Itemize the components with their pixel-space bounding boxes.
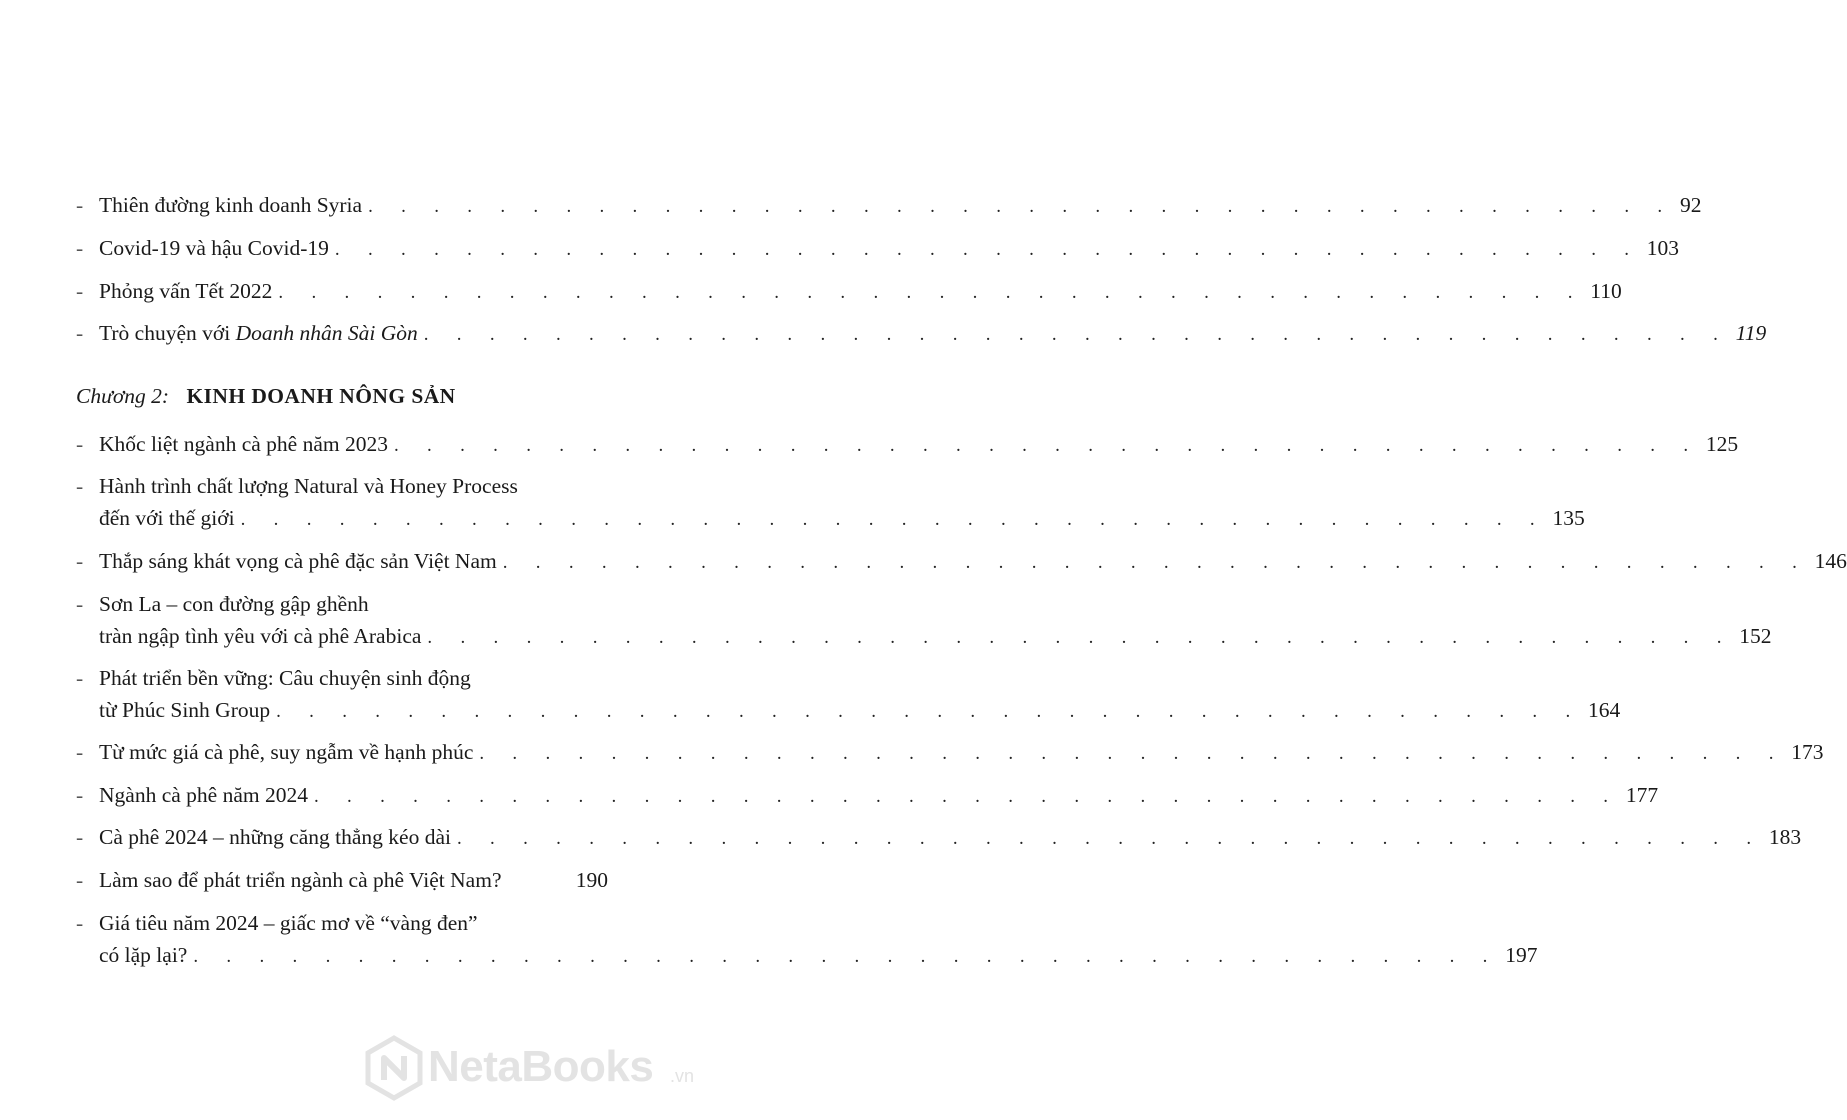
entry-title: Covid-19 và hậu Covid-19 bbox=[99, 236, 329, 260]
n-hexagon-icon bbox=[366, 1036, 422, 1100]
entry-title: Phỏng vấn Tết 2022 bbox=[99, 279, 273, 303]
dot-leader: . . . . . . . . . . . . . . . . . . . . . . . . . . . . . . . . . . . . . . . . bbox=[479, 743, 1786, 764]
entry-page-number: 146 bbox=[1814, 549, 1847, 573]
entry-dash: - bbox=[76, 592, 84, 616]
entry-page-number: 183 bbox=[1768, 825, 1802, 849]
entry-title-prefix: Trò chuyện với bbox=[99, 321, 236, 345]
dot-leader: . . . . . . . . . . . . . . . . . . . . . . . . . . . . . . . . . . . . . . . . bbox=[457, 828, 1763, 849]
entry-page-number: 177 bbox=[1625, 783, 1659, 807]
entry-title: có lặp lại? bbox=[99, 943, 188, 967]
entry-title-line1: Sơn La – con đường gập ghềnh bbox=[99, 592, 369, 616]
entry-dash: - bbox=[76, 236, 84, 260]
entry-page-number: 119 bbox=[1735, 321, 1767, 345]
entry-title: Từ mức giá cà phê, suy ngẫm về hạnh phúc bbox=[99, 740, 474, 764]
entry-title-line1: Phát triển bền vững: Câu chuyện sinh động bbox=[99, 666, 471, 690]
entry-page-number: 190 bbox=[575, 868, 608, 892]
dot-leader: . . . . . . . . . . . . . . . . . . . . . . . . . . . . . . . . . . . . . . . . bbox=[240, 509, 1547, 530]
dot-leader: . . . . . . . . . . . . . . . . . . . . . . . . . . . . . . . . . . . . . . . . bbox=[334, 239, 1641, 260]
entry-title bbox=[99, 317, 418, 349]
entry-dash: - bbox=[76, 321, 84, 345]
entry-dash: - bbox=[76, 783, 84, 807]
entry-title: tràn ngập tình yêu với cà phê Arabica bbox=[99, 624, 422, 648]
entry-title-line1: Hành trình chất lượng Natural và Honey Process bbox=[99, 474, 518, 498]
dot-leader: . . . . . . . . . . . . . . . . . . . . . . . . . . . . . . . . . . . . . . . . bbox=[502, 552, 1809, 573]
entry-dash: - bbox=[76, 432, 84, 456]
dot-leader: . . . . . . . . . . . . . . . . . . . . . . . . . . . . . . . . . . . . . . . . bbox=[193, 946, 1500, 967]
entry-dash: - bbox=[76, 474, 84, 498]
entry-page-number: 197 bbox=[1505, 943, 1538, 967]
entry-page-number: 110 bbox=[1590, 279, 1622, 303]
entry-page-number: 103 bbox=[1646, 236, 1680, 260]
entry-title-italic: Doanh nhân Sài Gòn bbox=[235, 321, 418, 345]
entry-dash: - bbox=[76, 740, 84, 764]
entry-dash: - bbox=[76, 279, 84, 303]
dot-leader: . . . . . . . . . . . . . . . . . . . . . . . . . . . . . . . . . . . . . . . . bbox=[423, 324, 1730, 345]
entry-page-number: 125 bbox=[1705, 432, 1739, 456]
dot-leader: . . . . . . . . . . . . . . . . . . . . . . . . . . . . . . . . . . . . . . . . bbox=[276, 701, 1582, 722]
entry-title: đến với thế giới bbox=[99, 506, 235, 530]
watermark-brand: NetaBooks bbox=[428, 1042, 654, 1091]
watermark-suffix: .vn bbox=[670, 1066, 695, 1086]
entry-page-number: 152 bbox=[1739, 624, 1772, 648]
entry-dash: - bbox=[76, 193, 84, 217]
dot-leader: . . . . . . . . . . . . . . . . . . . . . . . . . . . . . . . . . . . . . . . . bbox=[393, 435, 1700, 456]
entry-page-number: 135 bbox=[1552, 506, 1585, 530]
entry-title: Cà phê 2024 – những căng thẳng kéo dài bbox=[99, 825, 451, 849]
entry-dash: - bbox=[76, 868, 84, 892]
entry-title: Làm sao để phát triển ngành cà phê Việt Nam? bbox=[99, 868, 502, 892]
chapter-label: Chương 2: bbox=[76, 384, 170, 408]
dot-leader: . . . . . . . . . . . . . . . . . . . . . . . . . . . . . . . . . . . . . . . . bbox=[313, 786, 1620, 807]
entry-title: Thiên đường kinh doanh Syria bbox=[99, 193, 363, 217]
dot-leader: . . . . . . . . . . . . . . . . . . . . . . . . . . . . . . . . . . . . . . . . bbox=[368, 196, 1674, 217]
entry-title: từ Phúc Sinh Group bbox=[99, 698, 271, 722]
entry-title: Khốc liệt ngành cà phê năm 2023 bbox=[99, 432, 388, 456]
entry-page-number: 92 bbox=[1679, 193, 1702, 217]
entry-page-number: 164 bbox=[1588, 698, 1621, 722]
chapter-heading bbox=[76, 380, 456, 412]
entry-title: Thắp sáng khát vọng cà phê đặc sản Việt Nam bbox=[99, 549, 497, 573]
chapter-name: KINH DOANH NÔNG SẢN bbox=[186, 384, 456, 408]
entry-title-line1: Giá tiêu năm 2024 – giấc mơ về “vàng đen” bbox=[99, 911, 478, 935]
entry-dash: - bbox=[76, 549, 84, 573]
entry-title: Ngành cà phê năm 2024 bbox=[99, 783, 308, 807]
entry-dash: - bbox=[76, 825, 84, 849]
dot-leader: . . . . . . . . . . . . . . . . . . . . . . . . . . . . . . . . . . . . . . . . bbox=[278, 282, 1585, 303]
dot-leader: . . . . . . . . . . . . . . . . . . . . . . . . . . . . . . . . . . . . . . . . bbox=[427, 627, 1734, 648]
entry-page-number: 173 bbox=[1791, 740, 1824, 764]
netabooks-watermark bbox=[366, 1028, 700, 1108]
entry-dash: - bbox=[76, 666, 84, 690]
entry-dash: - bbox=[76, 911, 84, 935]
